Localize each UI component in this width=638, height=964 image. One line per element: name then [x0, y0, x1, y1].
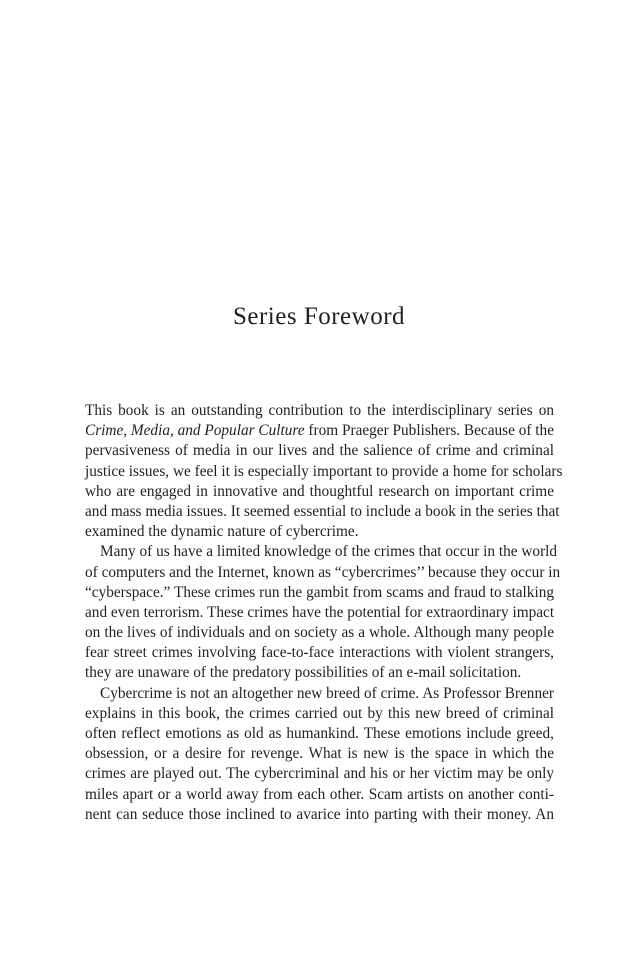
text-line: and even terrorism. These crimes have the potential for extraordinary impact: [85, 603, 555, 621]
text-line: fear street crimes involving face-to-face interactions with violent strangers,: [85, 644, 554, 662]
paragraph: [85, 401, 563, 542]
page-title: Series Foreword: [232, 303, 406, 330]
text-line: miles apart or a world away from each other. Scam artists on another conti-: [85, 785, 554, 803]
text-line: pervasiveness of media in our lives and the salience of crime and criminal: [85, 442, 554, 460]
text-line: justice issues, we feel it is especially important to provide a home for scholars: [85, 462, 563, 480]
text-line: Many of us have a limited knowledge of the crimes that occur in the world: [100, 543, 558, 561]
paragraph: [85, 684, 554, 825]
text-line: obsession, or a desire for revenge. What is new is the space in which the: [85, 745, 554, 763]
foreword-body: [85, 401, 563, 825]
text-line: [85, 421, 554, 441]
text-line: who are engaged in innovative and thoughtful research on important crime: [85, 482, 554, 500]
text-line: explains in this book, the crimes carried out by this new breed of criminal: [85, 704, 554, 722]
text-line: on the lives of individuals and on society as a whole. Although many people: [85, 624, 554, 642]
text-line: crimes are played out. The cybercriminal and his or her victim may be only: [85, 765, 554, 783]
text-line: of computers and the Internet, known as “cybercrimes’’ because they occur in: [85, 563, 561, 581]
text-line: Cybercrime is not an altogether new breed of crime. As Professor Brenner: [100, 684, 554, 702]
paragraph: [85, 542, 561, 683]
text-line: examined the dynamic nature of cybercrime.: [85, 523, 359, 541]
text-line: often reflect emotions as old as humankind. These emotions include greed,: [85, 725, 554, 742]
text-fragment: from Praeger Publishers. Because of the: [304, 422, 554, 440]
text-line: nent can seduce those inclined to avarice into parting with their money. An: [85, 805, 554, 823]
text-line: This book is an outstanding contribution to the interdisciplinary series on: [85, 402, 554, 419]
text-line: and mass media issues. It seemed essential to include a book in the series that: [85, 502, 560, 520]
series-title: Crime, Media, and Popular Culture: [85, 422, 305, 440]
text-line: “cyberspace.” These crimes run the gambit from scams and fraud to stalking: [85, 583, 554, 601]
text-line: they are unaware of the predatory possibilities of an e-mail solicitation.: [85, 664, 522, 682]
